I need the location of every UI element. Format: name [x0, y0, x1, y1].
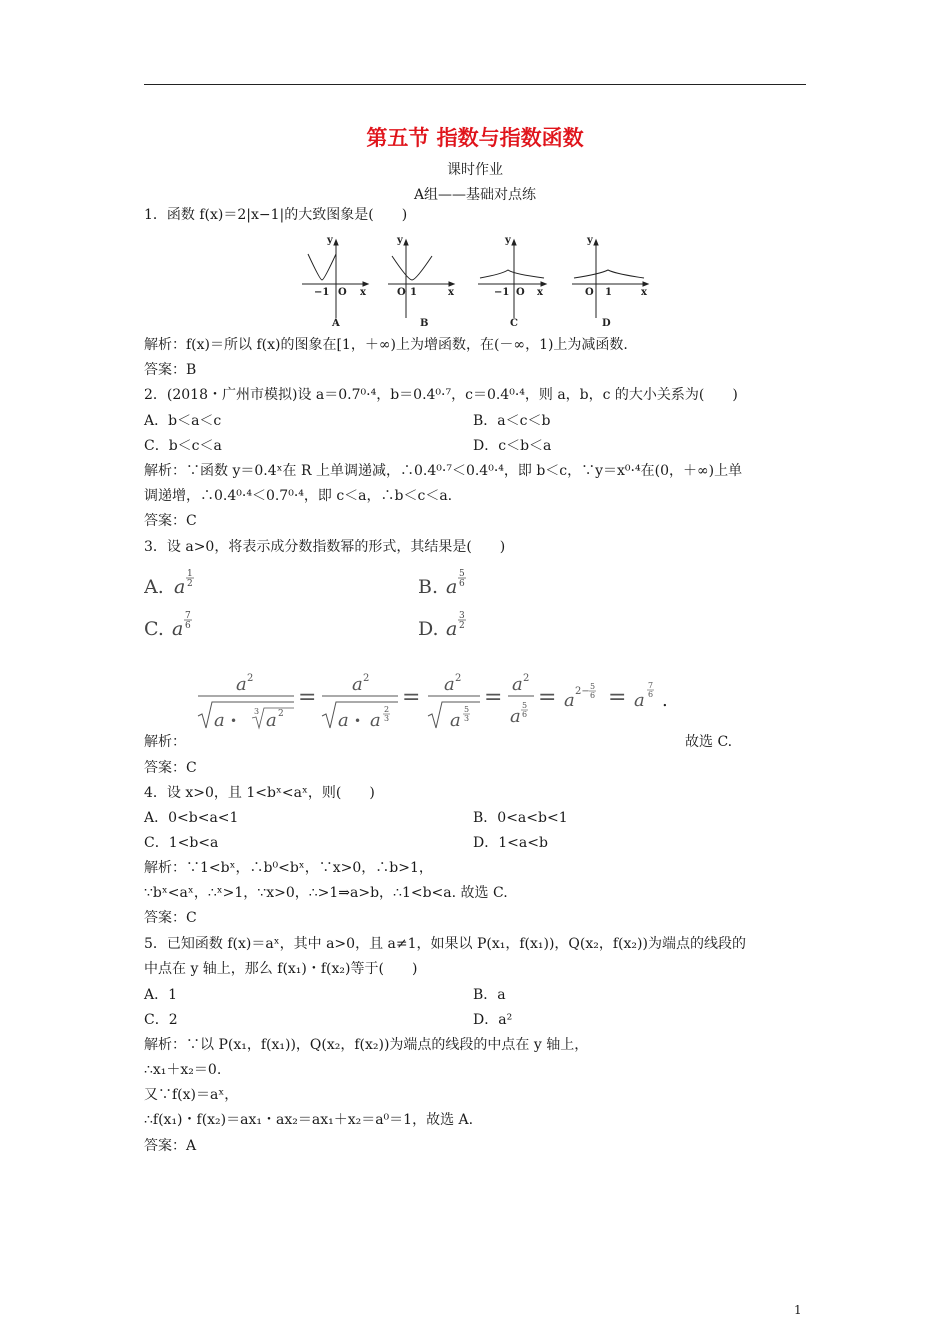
q4-option-a: A．0<b<a<1: [144, 810, 239, 826]
graph-a-tick-neg1: −1: [314, 287, 330, 298]
graph-a: [302, 240, 368, 318]
q4-analysis-2: ∵bˣ<aˣ，∴ˣ>1，∵x>0，∴>1⇒a>b，∴1<b<a. 故选 C.: [144, 885, 508, 901]
svg-text:a: a: [236, 674, 247, 695]
svg-text:5: 5: [522, 701, 528, 710]
q3-analysis-suffix: 故选 C.: [685, 734, 733, 750]
q5-stem-1: 5．已知函数 f(x)＝aˣ，其中 a>0，且 a≠1，如果以 P(x₁，f(x₁))，Q(x₂，f(x₂))为端点的线段的: [144, 936, 746, 952]
svg-text:7: 7: [185, 611, 191, 621]
page-number: 1: [794, 1303, 802, 1317]
graph-d-origin: O: [585, 287, 594, 298]
svg-text:=: =: [538, 685, 557, 710]
svg-text:3: 3: [464, 714, 470, 723]
graph-d-y-label: y: [587, 235, 593, 246]
q3-analysis-prefix: 解析：: [144, 734, 186, 750]
q5-option-b: B．a: [473, 987, 506, 1003]
svg-text:a: a: [174, 576, 186, 598]
svg-text:C.: C.: [144, 618, 164, 640]
svg-text:D.: D.: [418, 618, 439, 640]
q3-answer: 答案：C: [144, 760, 197, 776]
svg-text:a: a: [444, 674, 455, 695]
graph-c-y-label: y: [505, 235, 511, 246]
graph-d-label: D: [602, 318, 611, 329]
q4-answer: 答案：C: [144, 910, 197, 926]
q3-solution-formula: [194, 668, 694, 738]
q1-analysis: 解析：f(x)＝所以 f(x)的图象在[1，＋∞)上为增函数，在(－∞，1)上为减函数.: [144, 337, 628, 353]
q5-analysis-3: 又∵f(x)＝aˣ，: [144, 1087, 239, 1103]
q2-option-c: C．b＜c＜a: [144, 438, 222, 454]
graph-a-label: A: [332, 318, 340, 329]
svg-text:.: .: [662, 690, 668, 711]
svg-text:2: 2: [455, 673, 462, 684]
q3-option-c: [144, 611, 192, 640]
svg-text:a: a: [634, 690, 645, 711]
svg-text:7: 7: [648, 681, 654, 690]
q2-analysis-1: 解析：∵函数 y＝0.4ˣ在 R 上单调递减，∴0.4⁰·⁷＜0.4⁰·⁴，即 b＜c，∵y＝x⁰·⁴在(0，＋∞)上单: [144, 463, 743, 479]
graph-c: [478, 240, 546, 318]
svg-text:a: a: [512, 674, 523, 695]
svg-text:3: 3: [254, 707, 260, 716]
group-heading: A组——基础对点练: [413, 187, 537, 203]
q5-analysis-4: ∴f(x₁)・f(x₂)＝ax₁・ax₂＝ax₁＋x₂＝a⁰＝1，故选 A.: [144, 1112, 474, 1128]
svg-text:a: a: [564, 690, 575, 711]
q3-option-d: [418, 611, 466, 640]
svg-text:6: 6: [590, 691, 596, 700]
q4-stem: 4．设 x>0，且 1<bˣ<aˣ，则( ): [144, 785, 375, 801]
svg-text:=: =: [298, 685, 317, 710]
q5-analysis-2: ∴x₁＋x₂＝0.: [144, 1062, 222, 1078]
svg-text:2: 2: [187, 579, 193, 589]
graph-c-tick-neg1: −1: [494, 287, 510, 298]
q2-option-b: B．a＜c＜b: [473, 413, 551, 429]
graph-d-x-label: x: [641, 287, 647, 298]
svg-text:=: =: [402, 685, 421, 710]
q2-answer: 答案：C: [144, 513, 197, 529]
svg-text:3: 3: [459, 611, 465, 621]
svg-text:a: a: [352, 674, 363, 695]
svg-text:6: 6: [459, 579, 465, 589]
svg-text:2: 2: [278, 709, 284, 719]
header-rule: [144, 84, 806, 85]
svg-text:6: 6: [185, 621, 191, 631]
graph-b-origin: O: [397, 287, 406, 298]
q2-stem: 2．(2018・广州市模拟)设 a＝0.7⁰·⁴，b＝0.4⁰·⁷，c＝0.4⁰·⁴，则 a，b，c 的大小关系为( ): [144, 387, 738, 403]
svg-text:a: a: [370, 710, 381, 731]
q2-option-d: D．c＜b＜a: [473, 438, 552, 454]
graph-b-x-label: x: [448, 287, 454, 298]
q3-options-right: [418, 563, 538, 645]
q5-analysis-1: 解析：∵以 P(x₁，f(x₁))，Q(x₂，f(x₂))为端点的线段的中点在 y 轴上，: [144, 1037, 589, 1053]
graph-c-x-label: x: [537, 287, 543, 298]
svg-text:5: 5: [590, 682, 596, 691]
svg-text:a: a: [214, 710, 225, 731]
svg-text:a: a: [266, 710, 277, 731]
svg-text:=: =: [484, 685, 503, 710]
svg-text:2: 2: [247, 673, 254, 684]
graph-b: [388, 240, 454, 318]
svg-text:=: =: [608, 685, 627, 710]
graph-b-y-label: y: [397, 235, 403, 246]
q3-stem: 3．设 a>0，将表示成分数指数幂的形式，其结果是( ): [144, 539, 506, 555]
svg-text:1: 1: [187, 569, 193, 579]
svg-text:B.: B.: [418, 576, 439, 598]
svg-text:2: 2: [523, 673, 530, 684]
graph-a-y-label: y: [327, 235, 333, 246]
graph-d: [572, 240, 648, 318]
svg-text:5: 5: [464, 705, 470, 714]
svg-text:A.: A.: [144, 576, 164, 598]
svg-text:a: a: [446, 618, 458, 640]
svg-text:6: 6: [522, 710, 528, 719]
svg-text:6: 6: [648, 690, 654, 699]
q1-stem: 1．函数 f(x)＝2|x−1|的大致图象是( ): [144, 207, 408, 223]
svg-text:3: 3: [384, 714, 390, 723]
svg-text:5: 5: [459, 569, 465, 579]
svg-text:2: 2: [384, 705, 390, 714]
q1-answer: 答案：B: [144, 362, 197, 378]
svg-text:2: 2: [459, 621, 465, 631]
q2-option-a: A．b＜a＜c: [144, 413, 222, 429]
q2-analysis-2: 调递增，∴0.4⁰·⁴＜0.7⁰·⁴，即 c＜a，∴b＜c＜a.: [144, 488, 453, 504]
q5-option-a: A．1: [144, 987, 178, 1003]
q1-graph-options: [296, 232, 656, 330]
q5-option-d: D．a²: [473, 1012, 513, 1028]
svg-text:2: 2: [363, 673, 370, 684]
q5-answer: 答案：A: [144, 1138, 197, 1154]
svg-text:a: a: [338, 710, 349, 731]
homework-label: 课时作业: [447, 162, 503, 178]
graph-c-label: C: [510, 318, 518, 329]
svg-text:a: a: [172, 618, 184, 640]
q4-option-d: D．1<a<b: [473, 835, 548, 851]
svg-text:a: a: [510, 706, 521, 727]
q5-stem-2: 中点在 y 轴上，那么 f(x₁)・f(x₂)等于( ): [144, 961, 418, 977]
q3-option-b: [418, 569, 466, 598]
graph-c-origin: O: [516, 287, 525, 298]
svg-text:•: •: [354, 714, 362, 728]
section-title: 第五节 指数与指数函数: [366, 126, 584, 150]
graph-b-label: B: [420, 318, 429, 329]
q4-option-b: B．0<a<b<1: [473, 810, 568, 826]
graph-a-origin: O: [338, 287, 347, 298]
q5-option-c: C．2: [144, 1012, 178, 1028]
svg-text:•: •: [230, 714, 238, 728]
svg-text:a: a: [446, 576, 458, 598]
q3-option-a: [144, 569, 194, 598]
q4-option-c: C．1<b<a: [144, 835, 219, 851]
svg-text:2−: 2−: [575, 686, 590, 697]
graph-d-tick-1: 1: [605, 287, 612, 298]
graph-b-tick-1: 1: [410, 287, 417, 298]
graph-a-x-label: x: [360, 287, 366, 298]
q4-analysis-1: 解析：∵1<bˣ，∴b⁰<bˣ，∵x>0，∴b>1，: [144, 860, 433, 876]
svg-text:a: a: [450, 710, 461, 731]
